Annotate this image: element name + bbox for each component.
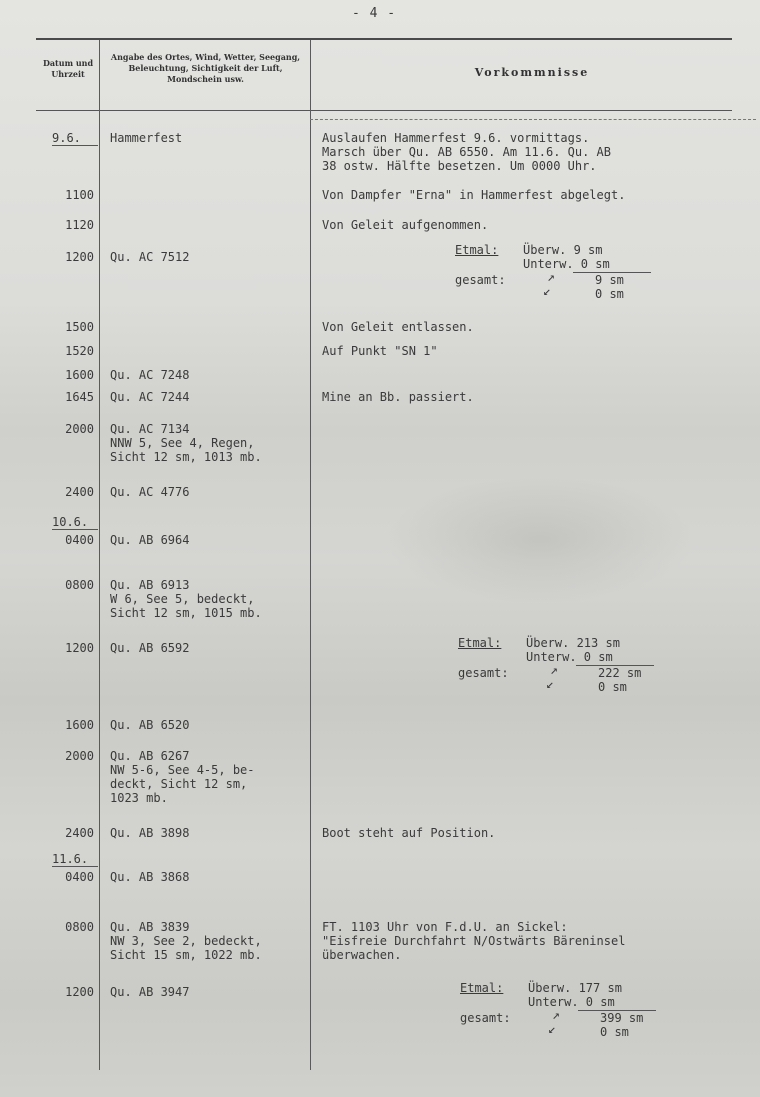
page-number: - 4 -	[352, 6, 397, 21]
etmal-uberw: Überw. 213 sm	[526, 636, 620, 650]
entry-position: Qu. AB 6913	[110, 578, 190, 592]
entry-weather: NW 3, See 2, bedeckt,	[110, 934, 262, 948]
etmal-gesamt: gesamt:	[455, 273, 506, 287]
etmal-unterw: Unterw. 0 sm	[528, 995, 615, 1009]
arrow-up-icon: ↗	[552, 1008, 560, 1023]
etmal-label: Etmal:	[455, 243, 499, 257]
header-bottom-rule	[36, 110, 732, 111]
entry-position: Qu. AC 7512	[110, 250, 190, 264]
entry-event: FT. 1103 Uhr von F.d.U. an Sickel:	[322, 920, 568, 934]
entry-weather: Sicht 12 sm, 1013 mb.	[110, 450, 262, 464]
entry-time: 1100	[65, 188, 94, 202]
entry-weather: Sicht 12 sm, 1015 mb.	[110, 606, 262, 620]
entry-position: Qu. AC 7248	[110, 368, 190, 382]
entry-time: 0800	[65, 578, 94, 592]
entry-position: Qu. AB 6520	[110, 718, 190, 732]
entry-position: Qu. AB 3947	[110, 985, 190, 999]
entry-time: 2400	[65, 485, 94, 499]
entry-event: Mine an Bb. passiert.	[322, 390, 474, 404]
entry-time: 1520	[65, 344, 94, 358]
entry-event: Von Dampfer "Erna" in Hammerfest abgelegt.	[322, 188, 626, 202]
entry-time: 1200	[65, 641, 94, 655]
entry-date: 11.6.	[52, 852, 98, 867]
entry-weather: 1023 mb.	[110, 791, 168, 805]
column-divider-2	[310, 40, 311, 1070]
etmal-total-1: 222 sm	[598, 666, 642, 680]
etmal-uberw: Überw. 9 sm	[523, 243, 603, 257]
entry-event: Von Geleit aufgenommen.	[322, 218, 489, 232]
entry-position: Qu. AB 6964	[110, 533, 190, 547]
entry-position: Hammerfest	[110, 131, 183, 145]
entry-event: Boot steht auf Position.	[322, 826, 496, 840]
entry-weather: NNW 5, See 4, Regen,	[110, 436, 255, 450]
entry-event: 38 ostw. Hälfte besetzen. Um 0000 Uhr.	[322, 159, 597, 173]
entry-weather: Sicht 15 sm, 1022 mb.	[110, 948, 262, 962]
entry-event: Von Geleit entlassen.	[322, 320, 474, 334]
entry-time: 2400	[65, 826, 94, 840]
entry-time: 0400	[65, 533, 94, 547]
entry-time: 0400	[65, 870, 94, 884]
etmal-label: Etmal:	[458, 636, 502, 650]
entry-position: Qu. AC 7134	[110, 422, 190, 436]
entry-weather: NW 5-6, See 4-5, be-	[110, 763, 255, 777]
entry-time: 2000	[65, 422, 94, 436]
entry-position: Qu. AB 3898	[110, 826, 190, 840]
entry-weather: deckt, Sicht 12 sm,	[110, 777, 248, 791]
arrow-down-icon: ↙	[543, 284, 551, 299]
arrow-up-icon: ↗	[550, 663, 558, 678]
entry-position: Qu. AC 7244	[110, 390, 190, 404]
table-top-rule	[36, 38, 732, 40]
etmal-total-2: 0 sm	[595, 287, 624, 301]
entry-time: 1200	[65, 250, 94, 264]
header-datum: Datum und Uhrzeit	[42, 58, 94, 79]
etmal-unterw: Unterw. 0 sm	[526, 650, 613, 664]
etmal-total-1: 399 sm	[600, 1011, 644, 1025]
etmal-label: Etmal:	[460, 981, 504, 995]
entry-time: 1200	[65, 985, 94, 999]
entry-event: Auf Punkt "SN 1"	[322, 344, 438, 358]
entry-event: Auslaufen Hammerfest 9.6. vormittags.	[322, 131, 590, 145]
entry-time: 1600	[65, 718, 94, 732]
entry-position: Qu. AB 6267	[110, 749, 190, 763]
entry-time: 0800	[65, 920, 94, 934]
entry-time: 1120	[65, 218, 94, 232]
etmal-uberw: Überw. 177 sm	[528, 981, 622, 995]
arrow-down-icon: ↙	[548, 1022, 556, 1037]
etmal-total-1: 9 sm	[595, 273, 624, 287]
header-angabe: Angabe des Ortes, Wind, Wetter, Seegang, Beleuchtung, Sichtigkeit der Luft, Mondschein usw.	[110, 52, 301, 84]
entry-position: Qu. AB 6592	[110, 641, 190, 655]
header-vorkommnisse: Vorkommnisse	[474, 66, 590, 79]
entry-event: "Eisfreie Durchfahrt N/Ostwärts Bäreninsel	[322, 934, 626, 948]
column-divider-1	[99, 40, 100, 1070]
entry-time: 1645	[65, 390, 94, 404]
entry-position: Qu. AB 3868	[110, 870, 190, 884]
entry-position: Qu. AB 3839	[110, 920, 190, 934]
dashed-rule	[310, 119, 756, 120]
entry-time: 1600	[65, 368, 94, 382]
etmal-total-2: 0 sm	[598, 680, 627, 694]
etmal-gesamt: gesamt:	[458, 666, 509, 680]
entry-position: Qu. AC 4776	[110, 485, 190, 499]
entry-event: Marsch über Qu. AB 6550. Am 11.6. Qu. AB	[322, 145, 611, 159]
etmal-gesamt: gesamt:	[460, 1011, 511, 1025]
entry-time: 2000	[65, 749, 94, 763]
etmal-unterw: Unterw. 0 sm	[523, 257, 610, 271]
entry-time: 1500	[65, 320, 94, 334]
entry-event: überwachen.	[322, 948, 402, 962]
arrow-up-icon: ↗	[547, 270, 555, 285]
entry-date: 10.6.	[52, 515, 98, 530]
entry-date: 9.6.	[52, 131, 98, 146]
etmal-total-2: 0 sm	[600, 1025, 629, 1039]
entry-weather: W 6, See 5, bedeckt,	[110, 592, 255, 606]
arrow-down-icon: ↙	[546, 677, 554, 692]
